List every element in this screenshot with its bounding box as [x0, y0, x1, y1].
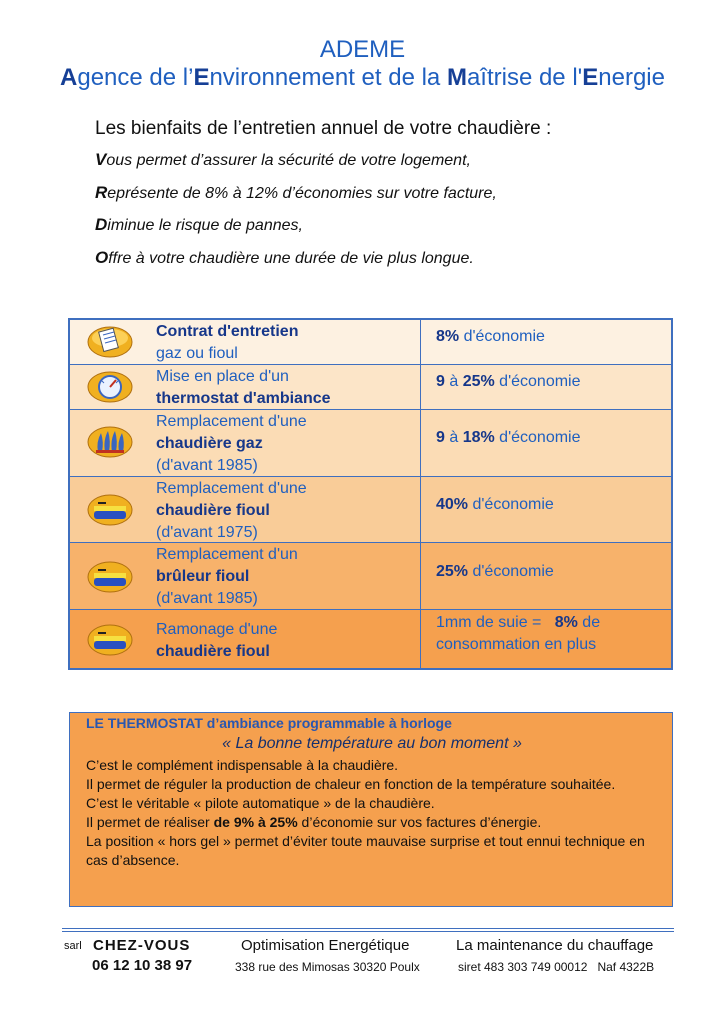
- benefit-item: Diminue le risque de pannes,: [95, 215, 303, 234]
- footer-siret: siret 483 303 749 00012 Naf 4322B: [458, 960, 655, 974]
- row-label: Mise en place d'un thermostat d'ambiance: [156, 368, 331, 407]
- row-saving: 8% d'économie: [436, 328, 545, 345]
- row-label: Remplacement d'un brûleur fioul (d'avant 1985): [156, 546, 298, 607]
- footer-address: 338 rue des Mimosas 30320 Poulx: [235, 960, 420, 974]
- thermostat-line: Il permet de réguler la production de chaleur en fonction de la température souhaitée.: [86, 776, 616, 792]
- fuel-oil-icon: [86, 559, 134, 600]
- thermostat-line: C’est le véritable « pilote automatique » de la chaudière.: [86, 795, 435, 811]
- thermostat-body: [86, 756, 661, 870]
- agency-title: Agence de l’Environnement et de la Maîtrise de l'Energie: [60, 64, 665, 91]
- intro-heading: Les bienfaits de l’entretien annuel de votre chaudière :: [95, 118, 552, 139]
- contract-icon: [86, 324, 134, 365]
- thermostat-icon: [86, 369, 134, 410]
- benefit-item: Vous permet d’assurer la sécurité de votre logement,: [95, 150, 471, 169]
- savings-table: [68, 318, 673, 670]
- fuel-oil-icon: [86, 492, 134, 533]
- row-label: Remplacement d'une chaudière gaz (d'avant 1985): [156, 413, 307, 474]
- row-saving: 9 à 18% d'économie: [436, 429, 581, 446]
- table-row: [70, 610, 671, 668]
- footer-divider: [62, 928, 674, 929]
- table-row: [70, 543, 671, 610]
- footer-divider: [62, 931, 674, 932]
- thermostat-heading: LE THERMOSTAT d’ambiance programmable à horloge: [86, 715, 452, 731]
- benefit-item: Représente de 8% à 12% d’économies sur votre facture,: [95, 182, 497, 202]
- thermostat-line: C’est le complément indispensable à la chaudière.: [86, 757, 399, 773]
- gas-flame-icon: [86, 424, 134, 465]
- footer-tagline: Optimisation Energétique: [241, 937, 410, 954]
- row-label: Ramonage d'une chaudière fioul: [156, 621, 278, 660]
- row-saving: 25% d'économie: [436, 563, 554, 580]
- table-row: [70, 410, 671, 477]
- thermostat-line: Il permet de réaliser de 9% à 25% d’économie sur vos factures d’énergie.: [86, 814, 542, 830]
- table-row: [70, 477, 671, 543]
- footer-service: La maintenance du chauffage: [456, 937, 654, 954]
- table-row: [70, 320, 671, 365]
- table-row: [70, 365, 671, 410]
- thermostat-box: [69, 712, 673, 907]
- row-label: Remplacement d'une chaudière fioul (d'avant 1975): [156, 480, 307, 541]
- thermostat-line: La position « hors gel » permet d’éviter toute mauvaise surprise et tout ennui technique en cas d’absence.: [86, 833, 645, 868]
- row-label: Contrat d'entretien gaz ou fioul: [156, 323, 299, 362]
- footer-company: CHEZ-VOUS: [93, 937, 191, 954]
- org-title: ADEME: [319, 36, 406, 63]
- benefits-list: [95, 150, 497, 280]
- row-saving: 1mm de suie = 8% de consommation en plus: [436, 614, 601, 653]
- row-saving: 9 à 25% d'économie: [436, 373, 581, 390]
- fuel-oil-icon: [86, 622, 134, 663]
- thermostat-subtitle: « La bonne température au bon moment »: [222, 735, 522, 752]
- row-saving: 40% d'économie: [436, 496, 554, 513]
- benefit-item: Offre à votre chaudière une durée de vie plus longue.: [95, 247, 474, 267]
- footer-sarl: sarl: [64, 940, 82, 952]
- footer-phone: 06 12 10 38 97: [92, 957, 193, 974]
